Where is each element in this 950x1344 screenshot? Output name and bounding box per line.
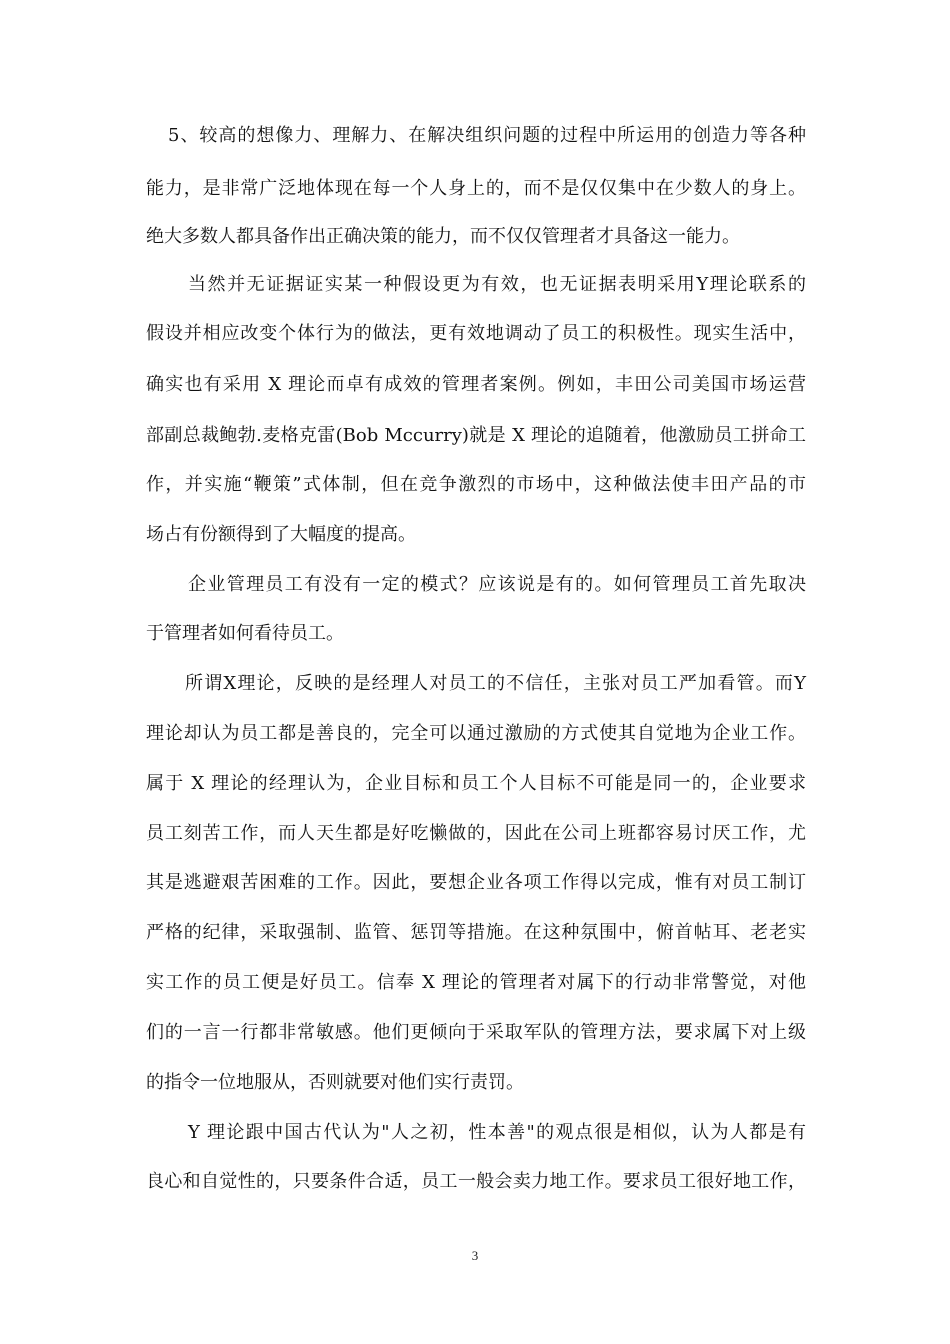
paragraph-3-line-2: 于管理者如何看待员工。 [146, 623, 344, 644]
paragraph-2-line-4: 部副总裁鲍勃.麦格克雷(Bob Mccurry)就是 X 理论的追随着，他激励员工拼命工 [146, 425, 806, 446]
paragraph-4-line-5: 其是逃避艰苦困难的工作。因此，要想企业各项工作得以完成，惟有对员工制订 [146, 872, 806, 893]
paragraph-4-line-3: 属于 X 理论的经理认为，企业目标和员工个人目标不可能是同一的，企业要求 [146, 773, 806, 794]
paragraph-1-line-1: 5、较高的想像力、理解力、在解决组织问题的过程中所运用的创造力等各种 [168, 125, 806, 146]
paragraph-4-line-8: 们的一言一行都非常敏感。他们更倾向于采取军队的管理方法，要求属下对上级 [146, 1022, 806, 1043]
paragraph-4-line-4: 员工刻苦工作，而人天生都是好吃懒做的，因此在公司上班都容易讨厌工作，尤 [146, 823, 806, 844]
paragraph-3-line-1: 企业管理员工有没有一定的模式？应该说是有的。如何管理员工首先取决 [188, 574, 806, 595]
paragraph-4-line-2: 理论却认为员工都是善良的，完全可以通过激励的方式使其自觉地为企业工作。 [146, 723, 806, 744]
paragraph-4-line-1: 所谓X理论，反映的是经理人对员工的不信任，主张对员工严加看管。而Y [185, 673, 806, 694]
paragraph-2-line-2: 假设并相应改变个体行为的做法，更有效地调动了员工的积极性。现实生活中， [146, 323, 806, 344]
paragraph-2-line-5: 作，并实施“鞭策”式体制，但在竞争激烈的市场中，这种做法使丰田产品的市 [146, 474, 806, 495]
paragraph-5-line-2: 良心和自觉性的，只要条件合适，员工一般会卖力地工作。要求员工很好地工作， [146, 1171, 806, 1192]
paragraph-1-line-2: 能力，是非常广泛地体现在每一个人身上的，而不是仅仅集中在少数人的身上。 [146, 178, 806, 199]
paragraph-1-line-3: 绝大多数人都具备作出正确决策的能力，而不仅仅管理者才具备这一能力。 [146, 226, 740, 247]
paragraph-4-line-9: 的指令一位地服从，否则就要对他们实行责罚。 [146, 1072, 524, 1093]
paragraph-2-line-6: 场占有份额得到了大幅度的提高。 [146, 524, 416, 545]
paragraph-4-line-7: 实工作的员工便是好员工。信奉 X 理论的管理者对属下的行动非常警觉，对他 [146, 972, 806, 993]
paragraph-2-line-1: 当然并无证据证实某一种假设更为有效，也无证据表明采用Y理论联系的 [188, 274, 806, 295]
paragraph-4-line-6: 严格的纪律，采取强制、监管、惩罚等措施。在这种氛围中，俯首帖耳、老老实 [146, 922, 806, 943]
paragraph-5-line-1: Y 理论跟中国古代认为"人之初，性本善"的观点很是相似，认为人都是有 [188, 1122, 806, 1143]
paragraph-2-line-3: 确实也有采用 X 理论而卓有成效的管理者案例。例如，丰田公司美国市场运营 [146, 374, 806, 395]
page-number: 3 [471, 1248, 479, 1263]
